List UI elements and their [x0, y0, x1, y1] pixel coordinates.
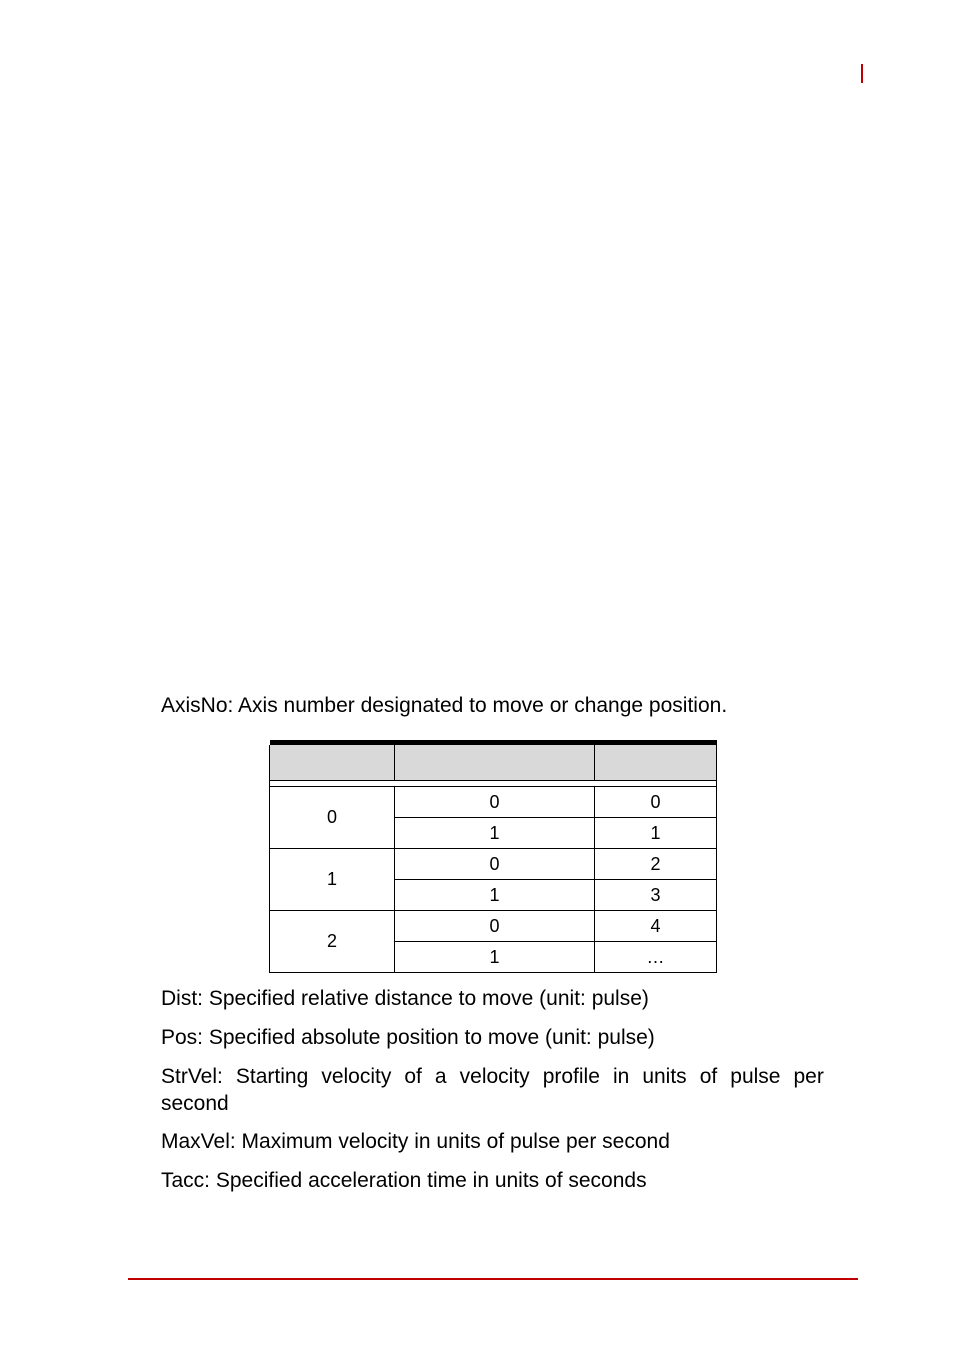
table-cell: 1 — [595, 818, 717, 849]
table-header-row — [270, 745, 717, 781]
footer-rule — [128, 1278, 858, 1280]
table-cell: 1 — [395, 942, 595, 973]
strvel-line-1 — [161, 1063, 824, 1090]
strvel-word: velocity — [321, 1065, 392, 1088]
table-group-cell: 2 — [270, 911, 395, 973]
table-cell: 4 — [595, 911, 717, 942]
strvel-line-2: second — [161, 1092, 229, 1115]
table-cell: 0 — [595, 787, 717, 818]
table-cell: 3 — [595, 880, 717, 911]
strvel-paragraph — [161, 1063, 824, 1117]
tacc-paragraph: Tacc: Specified acceleration time in units of seconds — [161, 1169, 647, 1192]
table-group-cell: 1 — [270, 849, 395, 911]
table-cell: … — [595, 942, 717, 973]
strvel-word: of — [699, 1065, 718, 1088]
table-row — [270, 787, 717, 818]
table-header-cell — [595, 745, 717, 781]
strvel-word: per — [793, 1065, 824, 1088]
maxvel-paragraph: MaxVel: Maximum velocity in units of pulse per second — [161, 1130, 670, 1153]
table-header-cell — [395, 745, 595, 781]
table-row — [270, 849, 717, 880]
header-accent-bar — [861, 64, 863, 83]
strvel-word: velocity — [459, 1065, 530, 1088]
strvel-word: of — [404, 1065, 422, 1088]
dist-paragraph: Dist: Specified relative distance to move (unit: pulse) — [161, 987, 649, 1010]
table-cell: 0 — [395, 911, 595, 942]
strvel-word: in — [612, 1065, 630, 1088]
strvel-word: pulse — [730, 1065, 781, 1088]
strvel-word: a — [434, 1065, 447, 1088]
table-cell: 1 — [395, 818, 595, 849]
table-group-cell: 0 — [270, 787, 395, 849]
table-cell: 0 — [395, 849, 595, 880]
table-cell: 0 — [395, 787, 595, 818]
strvel-word: units — [642, 1065, 687, 1088]
strvel-word: Starting — [235, 1065, 309, 1088]
table-cell: 2 — [595, 849, 717, 880]
strvel-word: StrVel: — [161, 1065, 223, 1088]
pos-paragraph: Pos: Specified absolute position to move (unit: pulse) — [161, 1026, 655, 1049]
axisno-paragraph: AxisNo: Axis number designated to move or change position. — [161, 694, 728, 717]
table-cell: 1 — [395, 880, 595, 911]
table-header-cell — [270, 745, 395, 781]
table-row — [270, 911, 717, 942]
axis-table — [269, 740, 717, 973]
strvel-word: profile — [542, 1065, 600, 1088]
